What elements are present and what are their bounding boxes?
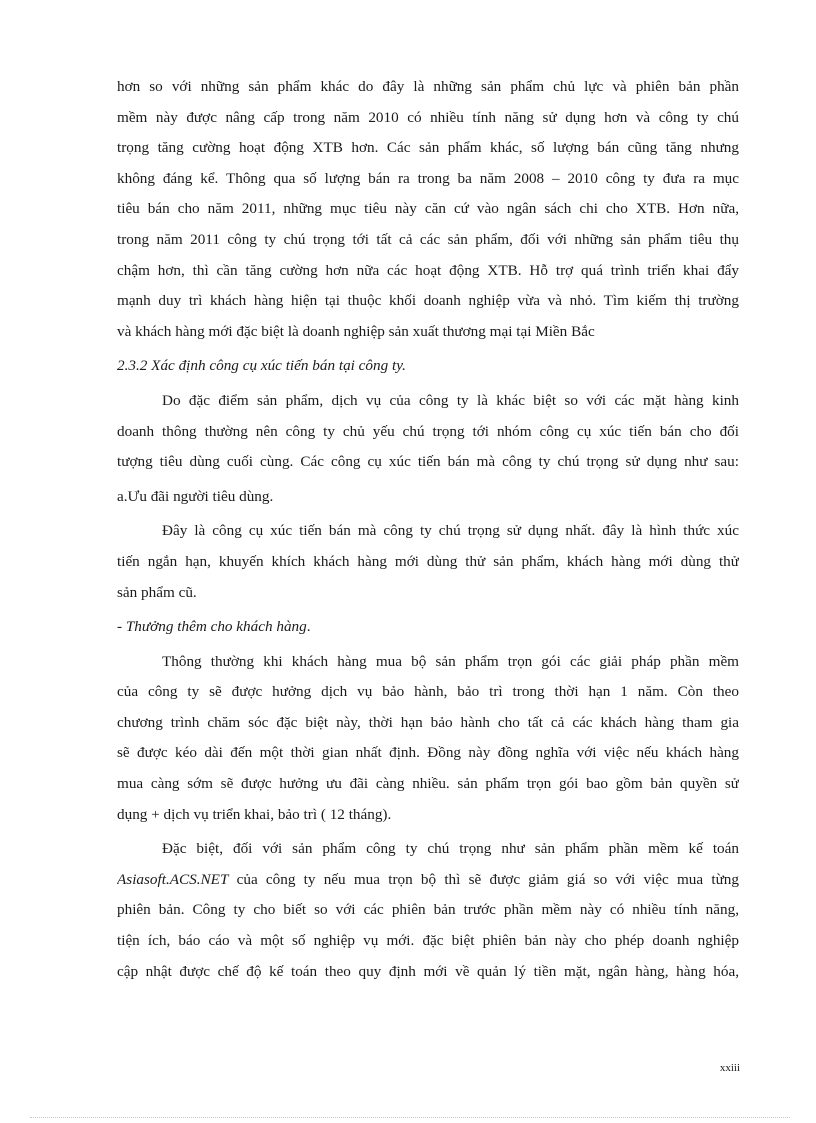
text-line: Đặc biệt, đối với sản phẩm công ty chú trọng như sản phẩm phần mềm kế toán: [162, 840, 739, 858]
text-line: cập nhật được chế độ kế toán theo quy định mới về quản lý tiền mặt, ngân hàng, hàng hóa,: [117, 962, 739, 980]
subheading-a: a.Ưu đãi người tiêu dùng.: [117, 487, 274, 505]
text-line: doanh thông thường nên công ty chủ yếu chú trọng tới nhóm công cụ xúc tiến bán cho đối: [117, 422, 739, 440]
text-line: trong năm 2011 công ty chú trọng tới tất cả các sản phẩm, đối với những sản phẩm tiêu thụ: [117, 230, 739, 248]
text-line: mềm này được nâng cấp trong năm 2010 có nhiều tính năng sử dụng hơn và công ty chú: [117, 108, 739, 126]
text-line: sản phẩm cũ.: [117, 583, 197, 601]
text-line: trọng tăng cường hoạt động XTB hơn. Các sản phẩm khác, số lượng bán cũng tăng nhưng: [117, 139, 739, 157]
text-line: Thông thường khi khách hàng mua bộ sản phẩm trọn gói các giải pháp phần mềm: [162, 652, 739, 670]
text-line: Đây là công cụ xúc tiến bán mà công ty chú trọng sử dụng nhất. đây là hình thức xúc: [162, 522, 739, 540]
page-body: [117, 72, 739, 987]
paragraph-5: [117, 834, 739, 987]
product-name: Asiasoft.ACS.NET: [117, 870, 229, 888]
text-line: và khách hàng mới đặc biệt là doanh nghiệp sản xuất thương mại tại Miền Bắc: [117, 322, 595, 340]
paragraph-4: [117, 647, 739, 831]
text-line: chương trình chăm sóc đặc biệt này, thời hạn bảo hành cho tất cả các khách hàng tham gia: [117, 713, 739, 731]
text-span: của công ty nếu mua trọn bộ thì sẽ được giảm giá so với việc mua từng: [228, 870, 739, 888]
text-line: mạnh duy trì khách hàng hiện tại thuộc khối doanh nghiệp vừa và nhỏ. Tìm kiếm thị trường: [117, 292, 739, 310]
paragraph-2: [117, 386, 739, 478]
paragraph-3: [117, 516, 739, 608]
page-number: xxiii: [719, 1062, 740, 1074]
text-line: Do đặc điểm sản phẩm, dịch vụ của công ty là khác biệt so với các mặt hàng kinh: [162, 391, 739, 409]
text-line: hơn so với những sản phẩm khác do đây là những sản phẩm chủ lực và phiên bản phần: [117, 78, 739, 95]
text-line: mua càng sớm sẽ được hưởng ưu đãi càng nhiều. sản phẩm trọn gói bao gồm bản quyền sử: [117, 775, 739, 793]
text-line: tiện ích, báo cáo và một số nghiệp vụ mới. đặc biệt phiên bản này cho phép doanh nghiệp: [117, 932, 739, 950]
text-line: sẽ được kéo dài đến một thời gian nhất định. Đồng này đồng nghĩa với việc nếu khách hàng: [117, 744, 739, 762]
text-line: của công ty sẽ được hưởng dịch vụ bảo hành, bảo trì trong thời hạn 1 năm. Còn theo: [117, 683, 739, 701]
section-heading: 2.3.2 Xác định công cụ xúc tiến bán tại công ty.: [117, 357, 406, 375]
text-line: [117, 865, 739, 896]
text-line: dụng + dịch vụ triển khai, bảo trì ( 12 tháng).: [117, 805, 392, 823]
bullet-heading-dot: .: [306, 618, 311, 636]
page-bottom-rule: [30, 1117, 790, 1118]
text-line: không đáng kể. Thông qua số lượng bán ra trong ba năm 2008 – 2010 công ty đưa ra mục: [117, 169, 739, 187]
bullet-heading-text: - Thưởng thêm cho khách hàng: [117, 618, 307, 636]
paragraph-1: [117, 72, 739, 347]
text-line: tiêu bán cho năm 2011, những mục tiêu này căn cứ vào ngân sách chi cho XTB. Hơn nữa,: [117, 200, 739, 218]
text-line: chậm hơn, thì cần tăng cường hơn nữa các hoạt động XTB. Hỗ trợ quá trình triển khai đẩy: [117, 261, 739, 279]
bullet-heading: [117, 612, 739, 643]
text-line: tượng tiêu dùng cuối cùng. Các công cụ xúc tiến bán mà công ty chú trọng sử dụng như sau:: [117, 453, 739, 471]
text-line: tiến ngắn hạn, khuyến khích khách hàng mới dùng thử sản phẩm, khách hàng mới dùng thử: [117, 552, 739, 570]
text-line: phiên bản. Công ty cho biết so với các phiên bản trước phần mềm này có nhiều tính năng,: [117, 901, 739, 919]
